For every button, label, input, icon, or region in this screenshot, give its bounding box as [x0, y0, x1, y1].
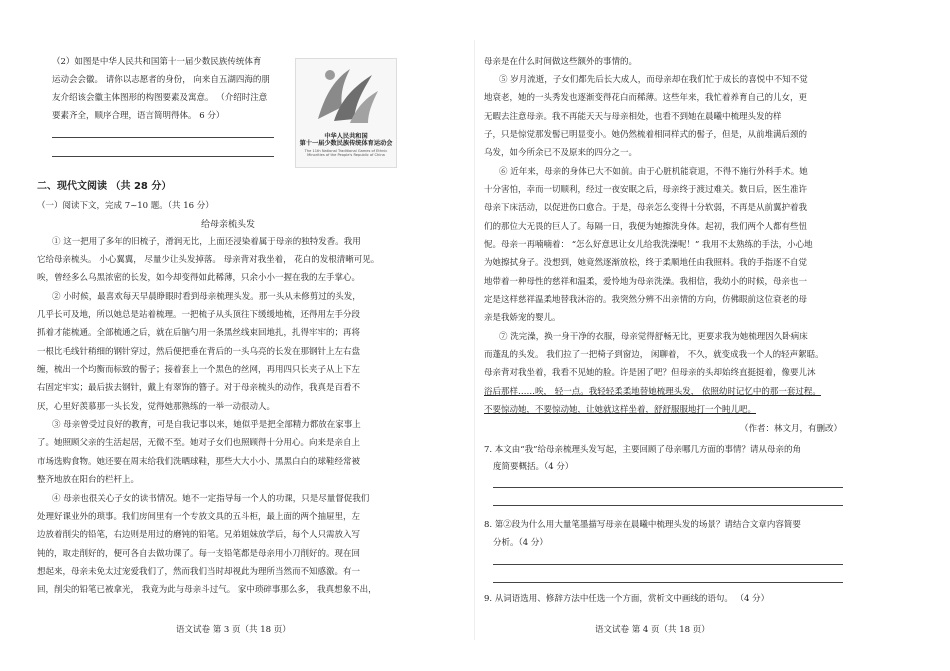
article-para-line: 子，只是惊觉那发髻已明显变小。她仍然梳着相同样式的髻子，但是，从前堆满后颈的 — [484, 130, 808, 140]
article-para-line: 边放着削尖的铅笔，右边则是用过的磨钝的铅笔。兄弟姐妹放学后，每个人只需放入写 — [37, 530, 361, 540]
q6-answer-line-2[interactable] — [52, 156, 274, 157]
article-para-line: 一根比毛线针稍细的钢针穿过，然后便把垂在背后的一头乌亮的长发在那钢针上左右盘 — [37, 347, 361, 357]
article-para-line: 母亲背对我坐着，我看不见她的脸。许是困了吧？但母亲的头却始终直挺挺着，像要儿沐 — [484, 368, 816, 378]
subsection-heading: （一）阅读下文，完成 7~10 题。（共 16 分） — [37, 201, 214, 211]
emblem-mark-icon — [310, 63, 382, 125]
article-para-line: 回，削尖的铅笔已被拿光， 我竟为此与母亲斗过气。 家中琐碎事那么多， 我真想象不出， — [37, 585, 377, 595]
q6-answer-line-1[interactable] — [52, 137, 274, 138]
article-para-line: 十分害怕，幸而一切顺利，经过一夜安眠之后，母亲终于渡过难关。数日后，医生准许 — [484, 185, 808, 195]
article-para-line: 抓着才能梳通。全部梳通之后，就在后脑勺用一条黑丝线束回地扎，扎得牢牢的；再将 — [37, 328, 361, 338]
article-para-line: ④ 母亲也很关心子女的读书情况。她不一定指导每一个人的功课，只是尽量督促我们 — [52, 494, 370, 504]
article-para-line: 右固定牢实；最后拔去钢针，戴上有翠饰的簪子。对于母亲梳头的动作，我真是百看不 — [37, 383, 361, 393]
article-para-line: 地带着一种母性的慈祥和温柔，爱怜地为母亲洗澡。我相信，我幼小的时候，母亲也一 — [484, 277, 808, 287]
column-divider — [474, 40, 475, 640]
article-para-line: ③ 母亲曾受过良好的教育，可是自我记事以来，她似乎是把全部精力都放在家事上 — [52, 420, 361, 430]
article-para-line: 唉，曾经多么乌黑浓密的长发，如今却变得如此稀薄，只余小小一握在我的左手掌心。 — [37, 273, 361, 283]
article-para-line: 市场选购食物。她还要在周末给我们洗晒球鞋，那些大大小小、黑黑白白的球鞋经常被 — [37, 457, 361, 467]
q7-line-1: 7. 本文由“我”给母亲梳理头发写起，主要回顾了母亲哪几方面的事情？请从母亲的角 — [484, 445, 802, 455]
q8-line-2: 分析。（4 分） — [493, 538, 548, 548]
article-para-line: ⑦ 洗完澡，换一身干净的衣服，母亲觉得舒畅无比，更要求我为她梳理因久卧病床 — [499, 332, 808, 342]
article-para-line: 厌，心里好羡慕那一头长发，觉得她那熟练的一举一动很动人。 — [37, 402, 276, 412]
article-para-line: 定是这样慈祥温柔地替我沐浴的。我突然分辨不出亲情的方向，仿佛眼前这位衰老的母 — [484, 295, 808, 305]
q7-line-2: 度简要概括。（4 分） — [493, 462, 574, 472]
article-para-line: 为她擦拭身子。没想到，她竟然逐渐放松，终于柔顺地任由我照料。我的手指逐不自觉 — [484, 258, 808, 268]
emblem-caption-en: The 11th National Traditional Games of Ethnic Minorities of the People's Republic of China — [304, 149, 388, 158]
q6-line-4: 要素齐全，顺序合理，语言简明得体。 6 分） — [52, 111, 225, 121]
q6-line-2: 运动会会徽。 请你以志愿者的身份， 向来自五湖四海的朋 — [52, 75, 270, 85]
article-para-line: ⑥ 近年来，母亲的身体已大不如前。由于心脏机能衰退，不得不施行外科手术。她 — [499, 167, 808, 177]
article-para-line: 们的那位大无畏的巨人了。每隔一日，我便为她擦洗身体。起初，我们两个人都有些忸 — [484, 222, 808, 232]
q8-line-1: 8. 第②段为什么用大量笔墨描写母亲在晨曦中梳理头发的场景？请结合文章内容简要 — [484, 520, 801, 530]
underlined-sentence: 不要惊动她，不要惊动她，让她就这样坐着，舒舒服服地打一个盹儿吧。 — [484, 405, 757, 415]
article-para-line: 处理好课业外的琐事。我们房间里有一个专放文具的五斗柜，最上面的两个抽屉里，左 — [37, 512, 361, 522]
q7-answer-line-2[interactable] — [493, 505, 843, 506]
q7-answer-line-1[interactable] — [493, 487, 843, 488]
page-footer-left: 语文试卷 第 3 页（共 18 页） — [176, 625, 291, 635]
q8-answer-line-1[interactable] — [493, 564, 843, 565]
page-footer-right: 语文试卷 第 4 页（共 18 页） — [595, 625, 710, 635]
section-heading: 二、现代文阅读 （共 28 分） — [37, 181, 172, 192]
article-para-line: 无暇去注意母亲。我不再能天天与母亲相处，也看不到她在晨曦中梳理头发的样 — [484, 112, 782, 122]
article-para-line: ⑤ 岁月流逝，子女们都先后长大成人，而母亲却在我们忙于成长的喜悦中不知不觉 — [499, 75, 808, 85]
underlined-sentence: 浴后那样……唉， 轻一点。我轻轻柔柔地替她梳理头发， 依照幼时记忆中的那一套过程。 — [484, 387, 821, 397]
article-para-line: 它给母亲梳头。 小心翼翼， 尽量少让头发掉落。 母亲背对我坐着， 花白的发根清晰可见。 — [37, 255, 380, 265]
article-para-line: 母亲是在什么时间做这些额外的事情的。 — [484, 57, 638, 67]
article-para-line: 怩。母亲一再喃喃着： “怎么好意思让女儿给我洗澡呢！” 我用不太熟练的手法，小心地 — [484, 240, 813, 250]
q9-line: 9. 从词语选用、修辞方法中任选一个方面，赏析文中画线的语句。 （4 分） — [484, 594, 770, 604]
emblem-caption-cn: 中华人民共和国 第十一届少数民族传统体育运动会 — [299, 133, 393, 147]
article-para-line: 了。她照顾父亲的生活起居，无微不至。她对子女们也照顾得十分用心。向来是亲自上 — [37, 438, 361, 448]
article-para-line: 乌发，如今所余已不及原来的四分之一。 — [484, 148, 638, 158]
article-para-line: ① 这一把用了多年的旧梳子，滑润无比，上面还浸染着属于母亲的独特发香。我用 — [52, 237, 361, 247]
q6-line-1: （2）如图是中华人民共和国第十一届少数民族传统体育 — [52, 57, 262, 67]
article-para-line: 而蓬乱的头发。 我们拉了一把椅子到窗边， 闲聊着， 不久，就变成我一个人的轻声絮聒。 — [484, 350, 824, 360]
article-para-line: 缠，梳出一个均衡而标致的髻子；接着套上一个黑色的丝网，再用四只长夹子从上下左 — [37, 365, 361, 375]
article-para-line: 母亲下床活动，以促进伤口愈合。于是，母亲怎么变得十分软弱，不再是从前翼护着我 — [484, 203, 808, 213]
article-para-line: 整齐地放在阳台的栏杆上。 — [37, 475, 140, 485]
article-para-line: 钝的，取走削好的，便可各自去做功课了。每一支铅笔都是母亲用小刀削好的。现在回 — [37, 549, 361, 559]
article-title: 给母亲梳头发 — [201, 220, 256, 230]
article-para-line: 地衰老，她的一头秀发也逐渐变得花白而稀薄。这些年来，我忙着养育自己的儿女，更 — [484, 93, 808, 103]
article-para-line: 想起来，母亲未免太过宠爱我们了，然而我们当时却视此为理所当然而不知感激。有一 — [37, 567, 361, 577]
article-para-line: 亲是我娇宠的婴儿。 — [484, 313, 561, 323]
games-emblem — [295, 58, 397, 168]
article-para-line: ② 小时候，最喜欢每天早晨睁眼时看到母亲梳理头发。那一头从未修剪过的头发， — [52, 292, 361, 302]
article-source: （作者：林文月，有删改） — [740, 424, 843, 434]
q8-answer-line-2[interactable] — [493, 582, 843, 583]
q6-line-3: 友介绍该会徽主体图形的构图要素及寓意。 （介绍时注意 — [52, 93, 268, 103]
article-para-line: 几乎长可及地，所以她总是站着梳理。一把梳子从头顶往下缓缓地梳，还得用左手分段 — [37, 310, 361, 320]
